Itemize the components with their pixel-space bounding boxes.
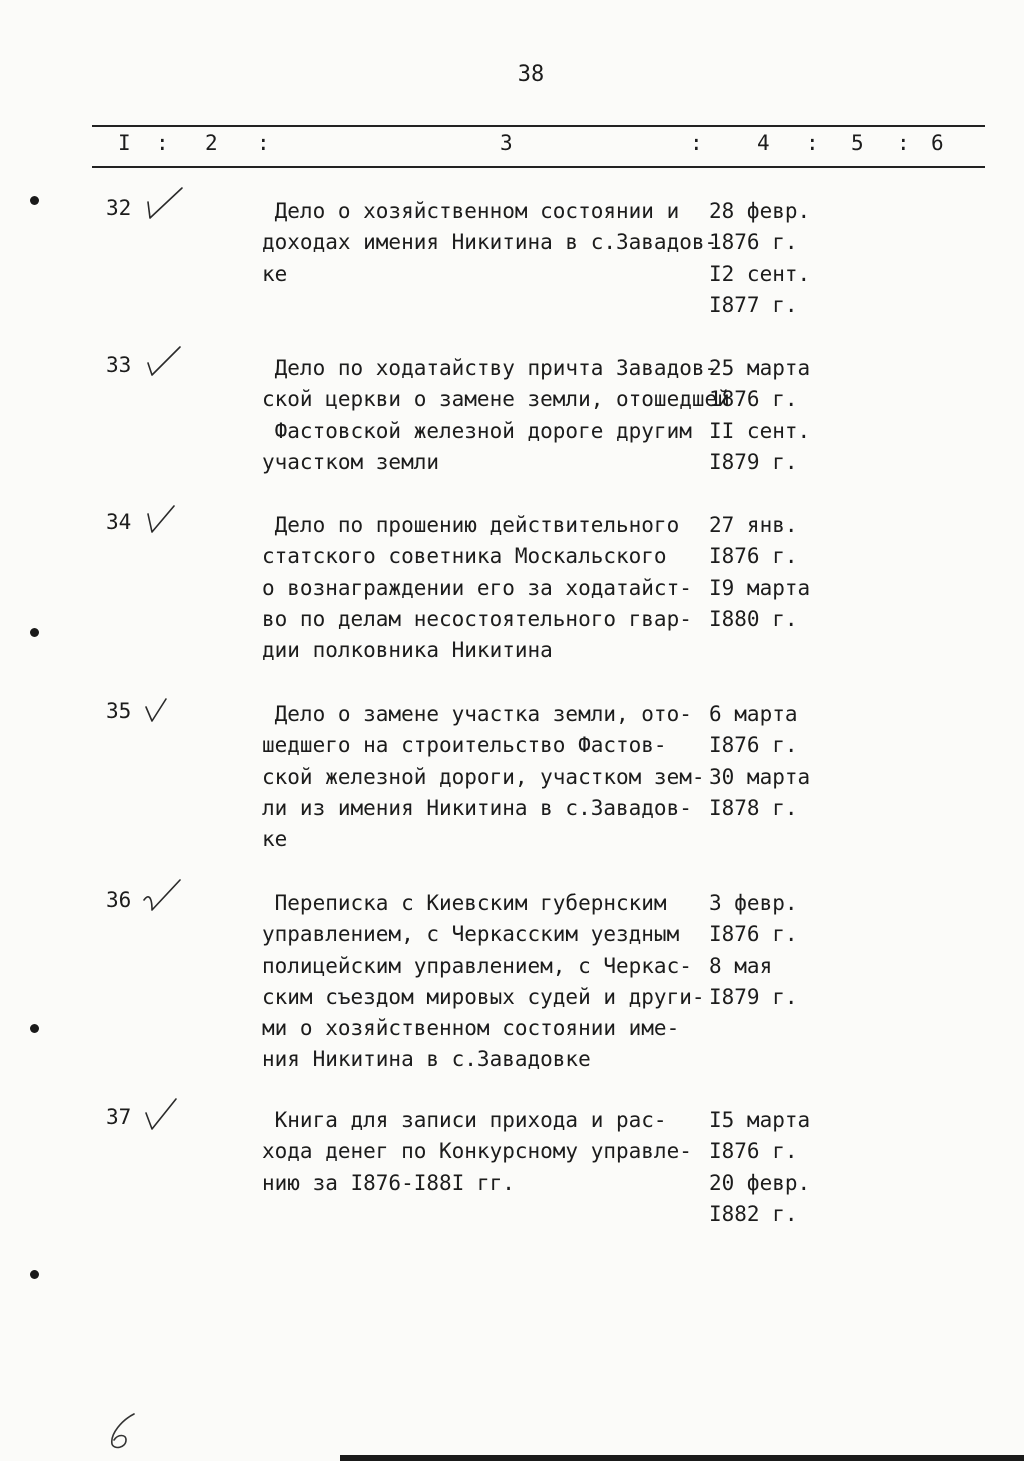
- header-rule-bottom: [92, 166, 985, 168]
- punch-hole: [30, 1024, 39, 1033]
- header-col-3: 3: [500, 131, 513, 155]
- entry-dates: 25 марта 1876 г. II сент. I879 г.: [709, 356, 811, 474]
- header-col-1: I: [118, 131, 131, 155]
- entry-number: 32: [106, 196, 132, 220]
- punch-hole: [30, 196, 39, 205]
- check-mark-icon: [140, 341, 186, 385]
- header-separator: :: [257, 131, 270, 155]
- check-mark-icon: [140, 184, 186, 228]
- header-col-5: 5: [851, 131, 864, 155]
- check-mark-icon: [140, 876, 186, 920]
- check-mark-icon: [140, 498, 186, 542]
- entry-dates: 27 янв. I876 г. I9 марта I880 г.: [709, 513, 811, 631]
- entry-description: Дело о хозяйственном состоянии и доходах имения Никитина в с.Завадов- ке: [262, 199, 718, 286]
- header-separator: :: [690, 131, 703, 155]
- header-rule-top: [92, 125, 985, 127]
- punch-hole: [30, 628, 39, 637]
- entry-description: Дело по ходатайству причта Завадов- ской церкви о замене земли, отошедшей Фастовской железной дороге другим участком земли: [262, 356, 730, 474]
- entry-dates: 6 марта I876 г. 30 марта I878 г.: [709, 702, 811, 820]
- header-col-4: 4: [757, 131, 770, 155]
- punch-hole: [30, 1270, 39, 1279]
- header-col-6: 6: [931, 131, 944, 155]
- header-separator: :: [897, 131, 910, 155]
- entry-number: 35: [106, 699, 132, 723]
- entry-dates: 3 февр. I876 г. 8 мая I879 г.: [709, 891, 798, 1009]
- entry-number: 37: [106, 1105, 132, 1129]
- entry-description: Дело по прошению действительного статского советника Москальского о вознаграждении его за ходатайст- во по делам несостоятельного гвар- дии полковника Никитина: [262, 513, 692, 663]
- handwritten-folio-mark: [104, 1410, 144, 1450]
- entry-description: Переписка с Киевским губернским управлением, с Черкасским уездным полицейским управлением, с Черкас- ским съездом мировых судей и други- ми о хозяйственном состоянии име- ния Никитина в с.Завадовке: [262, 891, 705, 1072]
- check-mark-icon: [140, 1093, 186, 1137]
- page-number: 38: [517, 62, 545, 87]
- entry-dates: 28 февр. 1876 г. I2 сент. I877 г.: [709, 199, 811, 317]
- entry-number: 33: [106, 353, 132, 377]
- entry-description: Книга для записи прихода и рас- хода денег по Конкурсному управле- нию за I876-I88I гг.: [262, 1108, 692, 1195]
- check-mark-icon: [140, 687, 186, 731]
- entry-description: Дело о замене участка земли, ото- шедшего на строительство Фастов- ской железной дороги, участком зем- ли из имения Никитина в с.Завадов- ке: [262, 702, 705, 852]
- header-separator: :: [156, 131, 169, 155]
- scan-edge: [340, 1455, 1024, 1461]
- entry-dates: I5 марта I876 г. 20 февр. I882 г.: [709, 1108, 811, 1226]
- entry-number: 36: [106, 888, 132, 912]
- header-separator: :: [806, 131, 819, 155]
- header-col-2: 2: [205, 131, 218, 155]
- entry-number: 34: [106, 510, 132, 534]
